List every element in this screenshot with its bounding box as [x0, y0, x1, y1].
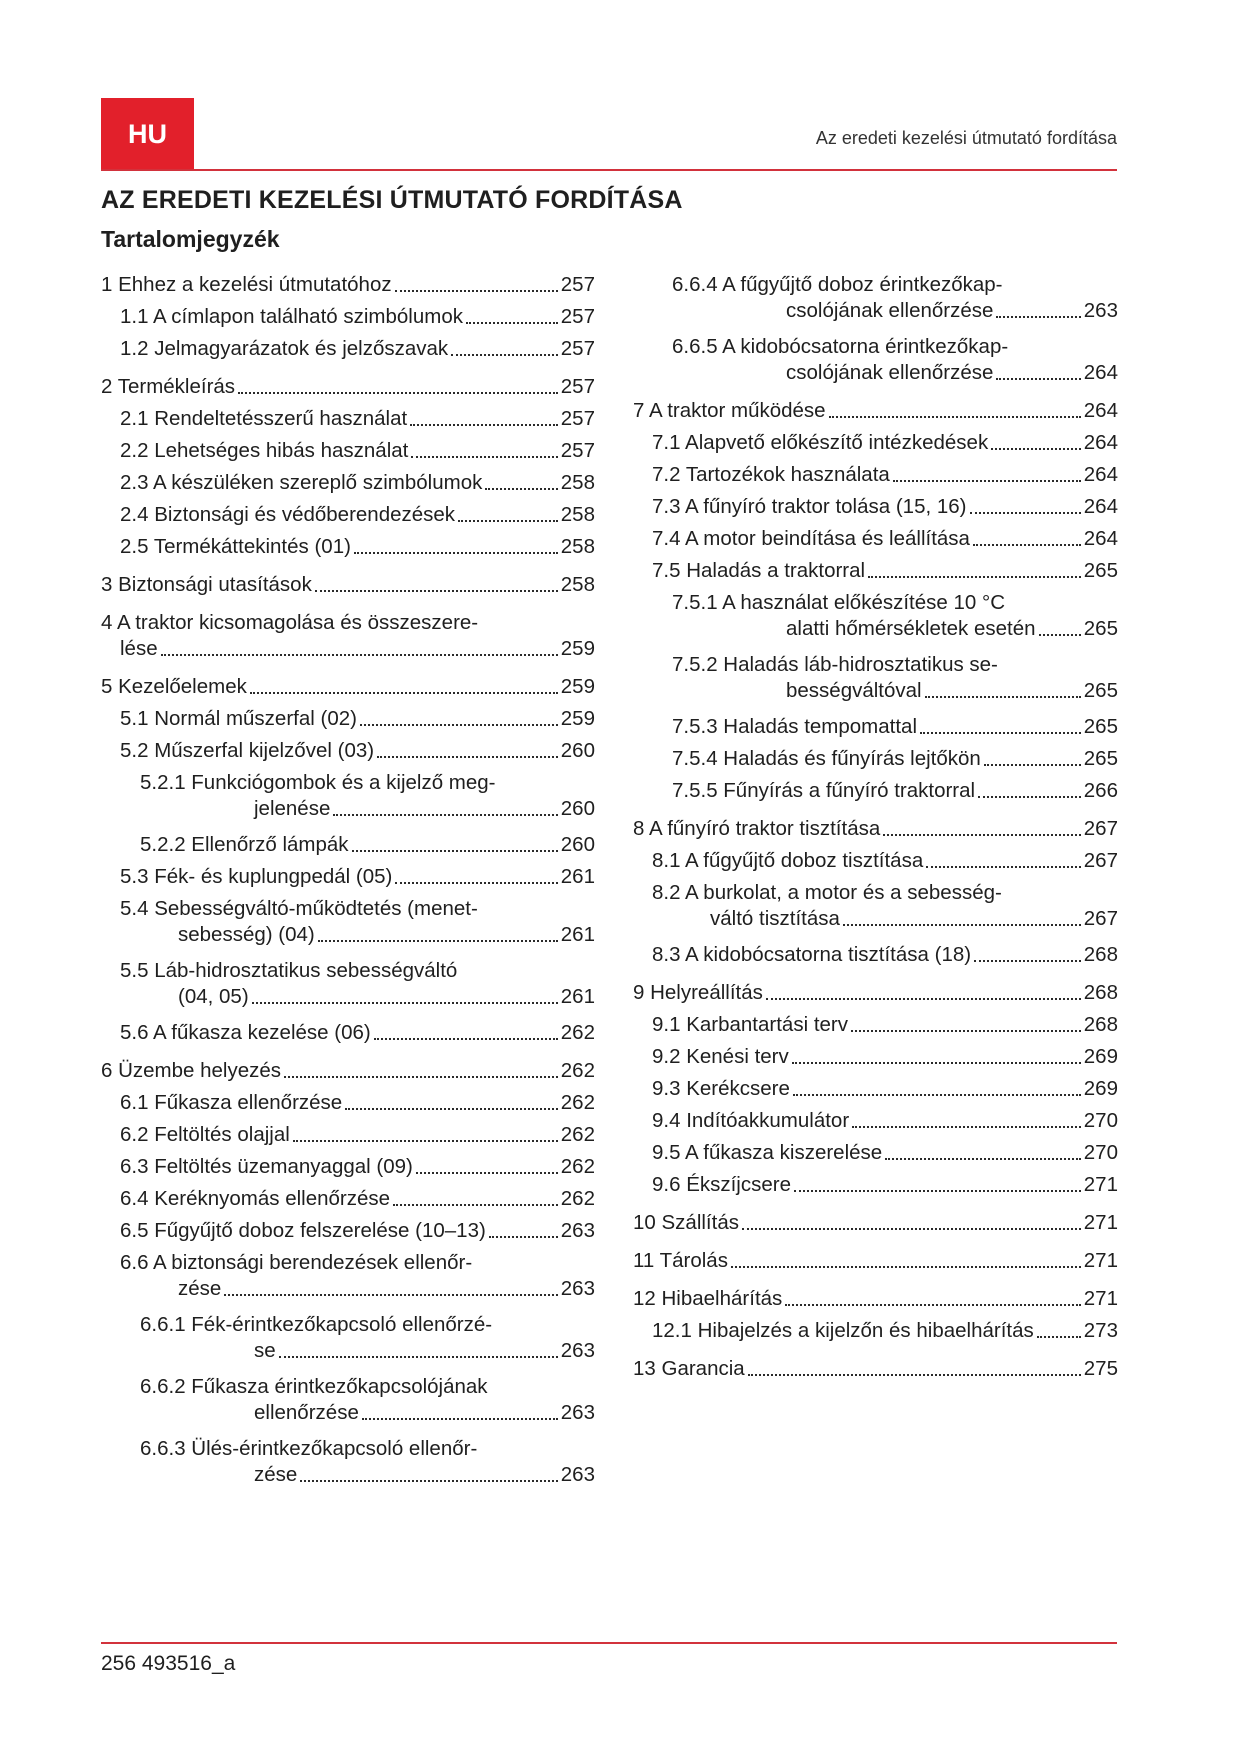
toc-page-number: 260	[560, 833, 595, 856]
dot-leader	[852, 1126, 1081, 1128]
toc-entry-title: 5.1 Normál műszerfal (02)	[120, 707, 357, 730]
toc-entry[interactable]	[101, 272, 595, 298]
toc-page-number: 262	[560, 1021, 595, 1044]
dot-leader	[284, 1076, 558, 1078]
dot-leader	[1039, 634, 1081, 636]
toc-entry-title: 6.5 Fűgyűjtő doboz felszerelése (10–13)	[120, 1219, 486, 1242]
toc-entry[interactable]	[101, 674, 595, 700]
dot-leader	[991, 448, 1081, 450]
dot-leader	[360, 724, 558, 726]
toc-page-number: 264	[1083, 495, 1118, 518]
toc-entry-title: 2.1 Rendeltetésszerű használat	[120, 407, 408, 430]
toc-entry[interactable]	[101, 438, 595, 464]
toc-page-number: 264	[1083, 361, 1118, 384]
toc-entry[interactable]	[633, 1248, 1118, 1274]
toc-page-number: 263	[1083, 299, 1118, 322]
toc-entry-title: 9 Helyreállítás	[633, 981, 763, 1004]
toc-page-number: 264	[1083, 527, 1118, 550]
dot-leader	[451, 354, 558, 356]
toc-entry-title: 1 Ehhez a kezelési útmutatóhoz	[101, 273, 392, 296]
toc-entry-title: 8.3 A kidobócsatorna tisztítása (18)	[652, 943, 972, 966]
toc-entry[interactable]	[633, 778, 1118, 804]
dot-leader	[920, 732, 1081, 734]
toc-entry[interactable]	[633, 1076, 1118, 1102]
toc-entry-title: 3 Biztonsági utasítások	[101, 573, 312, 596]
toc-page-number: 263	[560, 1401, 595, 1424]
running-header-title: Az eredeti kezelési útmutató fordítása	[815, 128, 1117, 148]
dot-leader	[925, 696, 1081, 698]
toc-entry[interactable]	[101, 406, 595, 432]
toc-page-number: 270	[1083, 1109, 1118, 1132]
dot-leader	[984, 764, 1081, 766]
toc-entry-title: 7.2 Tartozékok használata	[652, 463, 890, 486]
dot-leader	[978, 796, 1081, 798]
dot-leader	[489, 1236, 558, 1238]
dot-leader	[926, 866, 1081, 868]
toc-entry-title-continuation: zése	[254, 1463, 298, 1486]
toc-entry-title-continuation: sebesség) (04)	[178, 923, 315, 946]
toc-entry[interactable]	[633, 1012, 1118, 1038]
toc-entry-title: 9.4 Indítóakkumulátor	[652, 1109, 850, 1132]
dot-leader	[793, 1094, 1081, 1096]
dot-leader	[354, 552, 558, 554]
toc-page-number: 268	[1083, 981, 1118, 1004]
toc-page-number: 267	[1083, 907, 1118, 930]
toc-entry[interactable]	[101, 832, 595, 858]
toc-entry[interactable]	[633, 590, 1118, 642]
toc-entry-title: 2.2 Lehetséges hibás használat	[120, 439, 409, 462]
toc-entry-title-continuation: bességváltóval	[786, 679, 922, 702]
dot-leader	[315, 590, 558, 592]
dot-leader	[224, 1294, 557, 1296]
toc-entry-title-continuation: váltó tisztítása	[710, 907, 840, 930]
toc-entry[interactable]	[101, 706, 595, 732]
toc-entry[interactable]	[101, 1154, 595, 1180]
toc-entry[interactable]	[101, 958, 595, 1010]
toc-page-number: 259	[560, 707, 595, 730]
footer-rule	[101, 1642, 1117, 1644]
toc-heading: Tartalomjegyzék	[101, 226, 280, 252]
toc-entry[interactable]	[101, 610, 595, 662]
dot-leader	[748, 1374, 1081, 1376]
toc-entry-title: 5.2.1 Funkciógombok és a kijelző meg-	[140, 771, 496, 794]
dot-leader	[161, 654, 558, 656]
toc-entry[interactable]	[633, 652, 1118, 704]
toc-page-number: 258	[560, 535, 595, 558]
toc-entry[interactable]	[633, 1172, 1118, 1198]
toc-entry[interactable]	[633, 334, 1118, 386]
toc-right-column	[633, 272, 1118, 1382]
dot-leader	[362, 1418, 558, 1420]
toc-page-number: 261	[560, 985, 595, 1008]
toc-page-number: 269	[1083, 1077, 1118, 1100]
toc-entry-title: 9.2 Kenési terv	[652, 1045, 789, 1068]
toc-page-number: 261	[560, 865, 595, 888]
toc-entry[interactable]	[633, 746, 1118, 772]
toc-entry-title: 6.6.3 Ülés-érintkezőkapcsoló ellenőr-	[140, 1437, 478, 1460]
toc-entry[interactable]	[633, 942, 1118, 968]
toc-entry[interactable]	[101, 304, 595, 330]
toc-entry[interactable]	[633, 1210, 1118, 1236]
toc-page-number: 257	[560, 375, 595, 398]
toc-entry-title: 12.1 Hibajelzés a kijelzőn és hibaelhárítás	[652, 1319, 1034, 1342]
toc-entry-title: 7.5 Haladás a traktorral	[652, 559, 866, 582]
toc-entry-title: 9.1 Karbantartási terv	[652, 1013, 848, 1036]
toc-entry[interactable]	[633, 494, 1118, 520]
dot-leader	[395, 290, 558, 292]
language-tab: HU	[101, 98, 194, 170]
dot-leader	[885, 1158, 1081, 1160]
toc-page-number: 259	[560, 637, 595, 660]
toc-entry[interactable]	[101, 1090, 595, 1116]
toc-entry-title: 5.3 Fék- és kuplungpedál (05)	[120, 865, 393, 888]
toc-entry[interactable]	[633, 272, 1118, 324]
toc-page-number: 258	[560, 471, 595, 494]
toc-entry-title-continuation: zése	[178, 1277, 222, 1300]
toc-entry[interactable]	[633, 848, 1118, 874]
dot-leader	[458, 520, 558, 522]
toc-page-number: 258	[560, 503, 595, 526]
dot-leader	[742, 1228, 1081, 1230]
dot-leader	[973, 544, 1081, 546]
toc-entry[interactable]	[633, 430, 1118, 456]
toc-page-number: 271	[1083, 1249, 1118, 1272]
toc-entry[interactable]	[633, 558, 1118, 584]
toc-entry-title: 13 Garancia	[633, 1357, 745, 1380]
toc-entry-title: 6.6.1 Fék-érintkezőkapcsoló ellenőrzé-	[140, 1313, 493, 1336]
toc-entry[interactable]	[101, 1312, 595, 1364]
dot-leader	[279, 1356, 558, 1358]
toc-page-number: 263	[560, 1219, 595, 1242]
toc-entry[interactable]	[101, 534, 595, 560]
toc-entry-title: 7.5.5 Fűnyírás a fűnyíró traktorral	[672, 779, 976, 802]
toc-entry-title: 5 Kezelőelemek	[101, 675, 247, 698]
toc-entry[interactable]	[101, 738, 595, 764]
toc-entry[interactable]	[101, 336, 595, 362]
toc-entry-title: 5.2.2 Ellenőrző lámpák	[140, 833, 349, 856]
toc-page-number: 268	[1083, 943, 1118, 966]
toc-page-number: 258	[560, 573, 595, 596]
toc-entry-title-continuation: ellenőrzése	[254, 1401, 359, 1424]
toc-entry-title: 10 Szállítás	[633, 1211, 739, 1234]
toc-entry-title: 9.6 Ékszíjcsere	[652, 1173, 791, 1196]
toc-entry-title: 6.6.5 A kidobócsatorna érintkezőkap-	[672, 335, 1009, 358]
dot-leader	[300, 1480, 557, 1482]
dot-leader	[485, 488, 557, 490]
toc-entry-title: 6.3 Feltöltés üzemanyaggal (09)	[120, 1155, 413, 1178]
toc-entry[interactable]	[101, 1058, 595, 1084]
toc-page-number: 265	[1083, 747, 1118, 770]
dot-leader	[970, 512, 1081, 514]
toc-page-number: 265	[1083, 715, 1118, 738]
toc-entry[interactable]	[101, 374, 595, 400]
dot-leader	[411, 456, 557, 458]
toc-entry[interactable]	[101, 770, 595, 822]
toc-entry-title: 6.4 Keréknyomás ellenőrzése	[120, 1187, 391, 1210]
toc-entry[interactable]	[633, 398, 1118, 424]
toc-entry[interactable]	[633, 1140, 1118, 1166]
toc-page-number: 264	[1083, 399, 1118, 422]
toc-entry-title: 7.5.2 Haladás láb-hidrosztatikus se-	[672, 653, 998, 676]
dot-leader	[377, 756, 558, 758]
dot-leader	[250, 692, 558, 694]
toc-entry[interactable]	[101, 1122, 595, 1148]
toc-page-number: 265	[1083, 559, 1118, 582]
toc-page-number: 269	[1083, 1045, 1118, 1068]
toc-entry-title-continuation: csolójának ellenőrzése	[786, 299, 994, 322]
toc-entry-title-continuation: csolójának ellenőrzése	[786, 361, 994, 384]
toc-page-number: 262	[560, 1059, 595, 1082]
toc-entry-title: 7.5.4 Haladás és fűnyírás lejtőkön	[672, 747, 981, 770]
toc-entry-title: 9.5 A fűkasza kiszerelése	[652, 1141, 883, 1164]
toc-entry-title-continuation: (04, 05)	[178, 985, 249, 1008]
toc-page-number: 265	[1083, 617, 1118, 640]
toc-entry-title: 7.5.3 Haladás tempomattal	[672, 715, 917, 738]
toc-entry[interactable]	[633, 1286, 1118, 1312]
toc-entry-title: 7.5.1 A használat előkészítése 10 °C	[672, 591, 1005, 614]
dot-leader	[996, 378, 1080, 380]
toc-page-number: 271	[1083, 1287, 1118, 1310]
toc-entry[interactable]	[101, 1218, 595, 1244]
toc-entry[interactable]	[101, 1374, 595, 1426]
toc-entry[interactable]	[633, 980, 1118, 1006]
toc-page-number: 257	[560, 439, 595, 462]
toc-entry-title-continuation: se	[254, 1339, 276, 1362]
toc-page-number: 267	[1083, 849, 1118, 872]
toc-entry[interactable]	[101, 1250, 595, 1302]
toc-entry[interactable]	[101, 502, 595, 528]
toc-entry-title: 9.3 Kerékcsere	[652, 1077, 790, 1100]
toc-entry-title: 6.6 A biztonsági berendezések ellenőr-	[120, 1251, 473, 1274]
toc-entry-title: 8.1 A fűgyűjtő doboz tisztítása	[652, 849, 924, 872]
toc-page-number: 263	[560, 1463, 595, 1486]
dot-leader	[766, 998, 1081, 1000]
toc-entry-title: 2 Termékleírás	[101, 375, 236, 398]
dot-leader	[252, 1002, 558, 1004]
toc-page-number: 260	[560, 797, 595, 820]
toc-entry-title-continuation: jelenése	[254, 797, 331, 820]
toc-entry-title: 8.2 A burkolat, a motor és a sebesség-	[652, 881, 1002, 904]
toc-page-number: 265	[1083, 679, 1118, 702]
dot-leader	[466, 322, 558, 324]
toc-entry-title: 2.5 Termékáttekintés (01)	[120, 535, 351, 558]
toc-page-number: 262	[560, 1155, 595, 1178]
toc-page-number: 262	[560, 1187, 595, 1210]
dot-leader	[974, 960, 1081, 962]
toc-page-number: 270	[1083, 1141, 1118, 1164]
toc-entry-title: 7.1 Alapvető előkészítő intézkedések	[652, 431, 989, 454]
dot-leader	[333, 814, 557, 816]
toc-page-number: 262	[560, 1091, 595, 1114]
toc-page-number: 259	[560, 675, 595, 698]
toc-left-column	[101, 272, 595, 1488]
dot-leader	[792, 1062, 1081, 1064]
document-title: AZ EREDETI KEZELÉSI ÚTMUTATÓ FORDÍTÁSA	[101, 186, 683, 214]
footer-page-code: 256 493516_a	[101, 1652, 236, 1675]
dot-leader	[883, 834, 1081, 836]
toc-entry-title: 6.6.2 Fűkasza érintkezőkapcsolójának	[140, 1375, 488, 1398]
toc-entry-title: 7.4 A motor beindítása és leállítása	[652, 527, 970, 550]
toc-page-number: 263	[560, 1277, 595, 1300]
dot-leader	[1037, 1336, 1081, 1338]
dot-leader	[293, 1140, 558, 1142]
dot-leader	[374, 1038, 558, 1040]
toc-entry[interactable]	[101, 864, 595, 890]
dot-leader	[851, 1030, 1081, 1032]
toc-entry[interactable]	[633, 462, 1118, 488]
toc-page-number: 271	[1083, 1173, 1118, 1196]
dot-leader	[410, 424, 558, 426]
toc-entry-title: 12 Hibaelhárítás	[633, 1287, 783, 1310]
dot-leader	[238, 392, 558, 394]
toc-entry-title: 2.3 A készüléken szereplő szimbólumok	[120, 471, 483, 494]
toc-entry-title: 4 A traktor kicsomagolása és összeszere-	[101, 611, 479, 634]
dot-leader	[829, 416, 1081, 418]
toc-entry-title: 6.1 Fűkasza ellenőrzése	[120, 1091, 343, 1114]
dot-leader	[318, 940, 558, 942]
toc-entry[interactable]	[101, 1436, 595, 1488]
toc-page-number: 260	[560, 739, 595, 762]
toc-page-number: 257	[560, 337, 595, 360]
dot-leader	[996, 316, 1080, 318]
toc-page-number: 257	[560, 407, 595, 430]
toc-entry[interactable]	[101, 896, 595, 948]
dot-leader	[416, 1172, 558, 1174]
toc-entry-title: 1.1 A címlapon található szimbólumok	[120, 305, 463, 328]
toc-page-number: 271	[1083, 1211, 1118, 1234]
toc-entry[interactable]	[101, 1186, 595, 1212]
toc-entry[interactable]	[633, 1356, 1118, 1382]
toc-entry[interactable]	[633, 1318, 1118, 1344]
toc-entry[interactable]	[633, 1108, 1118, 1134]
toc-page-number: 268	[1083, 1013, 1118, 1036]
toc-entry-title: 6 Üzembe helyezés	[101, 1059, 282, 1082]
toc-entry[interactable]	[101, 470, 595, 496]
toc-page-number: 264	[1083, 463, 1118, 486]
toc-page-number: 267	[1083, 817, 1118, 840]
toc-entry-title: 7 A traktor működése	[633, 399, 826, 422]
toc-page-number: 257	[560, 273, 595, 296]
toc-page-number: 261	[560, 923, 595, 946]
toc-page-number: 262	[560, 1123, 595, 1146]
toc-page-number: 273	[1083, 1319, 1118, 1342]
toc-entry-title: 5.5 Láb-hidrosztatikus sebességváltó	[120, 959, 458, 982]
toc-entry-title: 5.6 A fűkasza kezelése (06)	[120, 1021, 371, 1044]
toc-entry[interactable]	[633, 816, 1118, 842]
dot-leader	[393, 1204, 558, 1206]
toc-entry-title: 6.2 Feltöltés olajjal	[120, 1123, 290, 1146]
dot-leader	[785, 1304, 1080, 1306]
toc-entry[interactable]	[633, 1044, 1118, 1070]
dot-leader	[395, 882, 557, 884]
dot-leader	[843, 924, 1081, 926]
toc-entry[interactable]	[101, 572, 595, 598]
toc-entry-title-continuation: alatti hőmérsékletek esetén	[786, 617, 1036, 640]
toc-entry[interactable]	[101, 1020, 595, 1046]
toc-entry-title: 1.2 Jelmagyarázatok és jelzőszavak	[120, 337, 449, 360]
dot-leader	[893, 480, 1081, 482]
header-rule	[101, 169, 1117, 171]
toc-entry-title: 7.3 A fűnyíró traktor tolása (15, 16)	[652, 495, 967, 518]
toc-entry-title: 5.4 Sebességváltó-működtetés (menet-	[120, 897, 478, 920]
dot-leader	[794, 1190, 1081, 1192]
dot-leader	[868, 576, 1081, 578]
toc-page-number: 264	[1083, 431, 1118, 454]
toc-page-number: 275	[1083, 1357, 1118, 1380]
toc-entry[interactable]	[633, 880, 1118, 932]
toc-entry-title: 5.2 Műszerfal kijelzővel (03)	[120, 739, 375, 762]
dot-leader	[352, 850, 558, 852]
toc-entry-title-continuation: lése	[120, 637, 158, 660]
toc-entry-title: 8 A fűnyíró traktor tisztítása	[633, 817, 881, 840]
toc-page-number: 263	[560, 1339, 595, 1362]
toc-entry-title: 6.6.4 A fűgyűjtő doboz érintkezőkap-	[672, 273, 1003, 296]
dot-leader	[731, 1266, 1081, 1268]
dot-leader	[345, 1108, 558, 1110]
toc-entry[interactable]	[633, 714, 1118, 740]
toc-page-number: 257	[560, 305, 595, 328]
toc-page-number: 266	[1083, 779, 1118, 802]
toc-entry-title: 11 Tárolás	[633, 1249, 728, 1272]
toc-entry-title: 2.4 Biztonsági és védőberendezések	[120, 503, 456, 526]
toc-entry[interactable]	[633, 526, 1118, 552]
